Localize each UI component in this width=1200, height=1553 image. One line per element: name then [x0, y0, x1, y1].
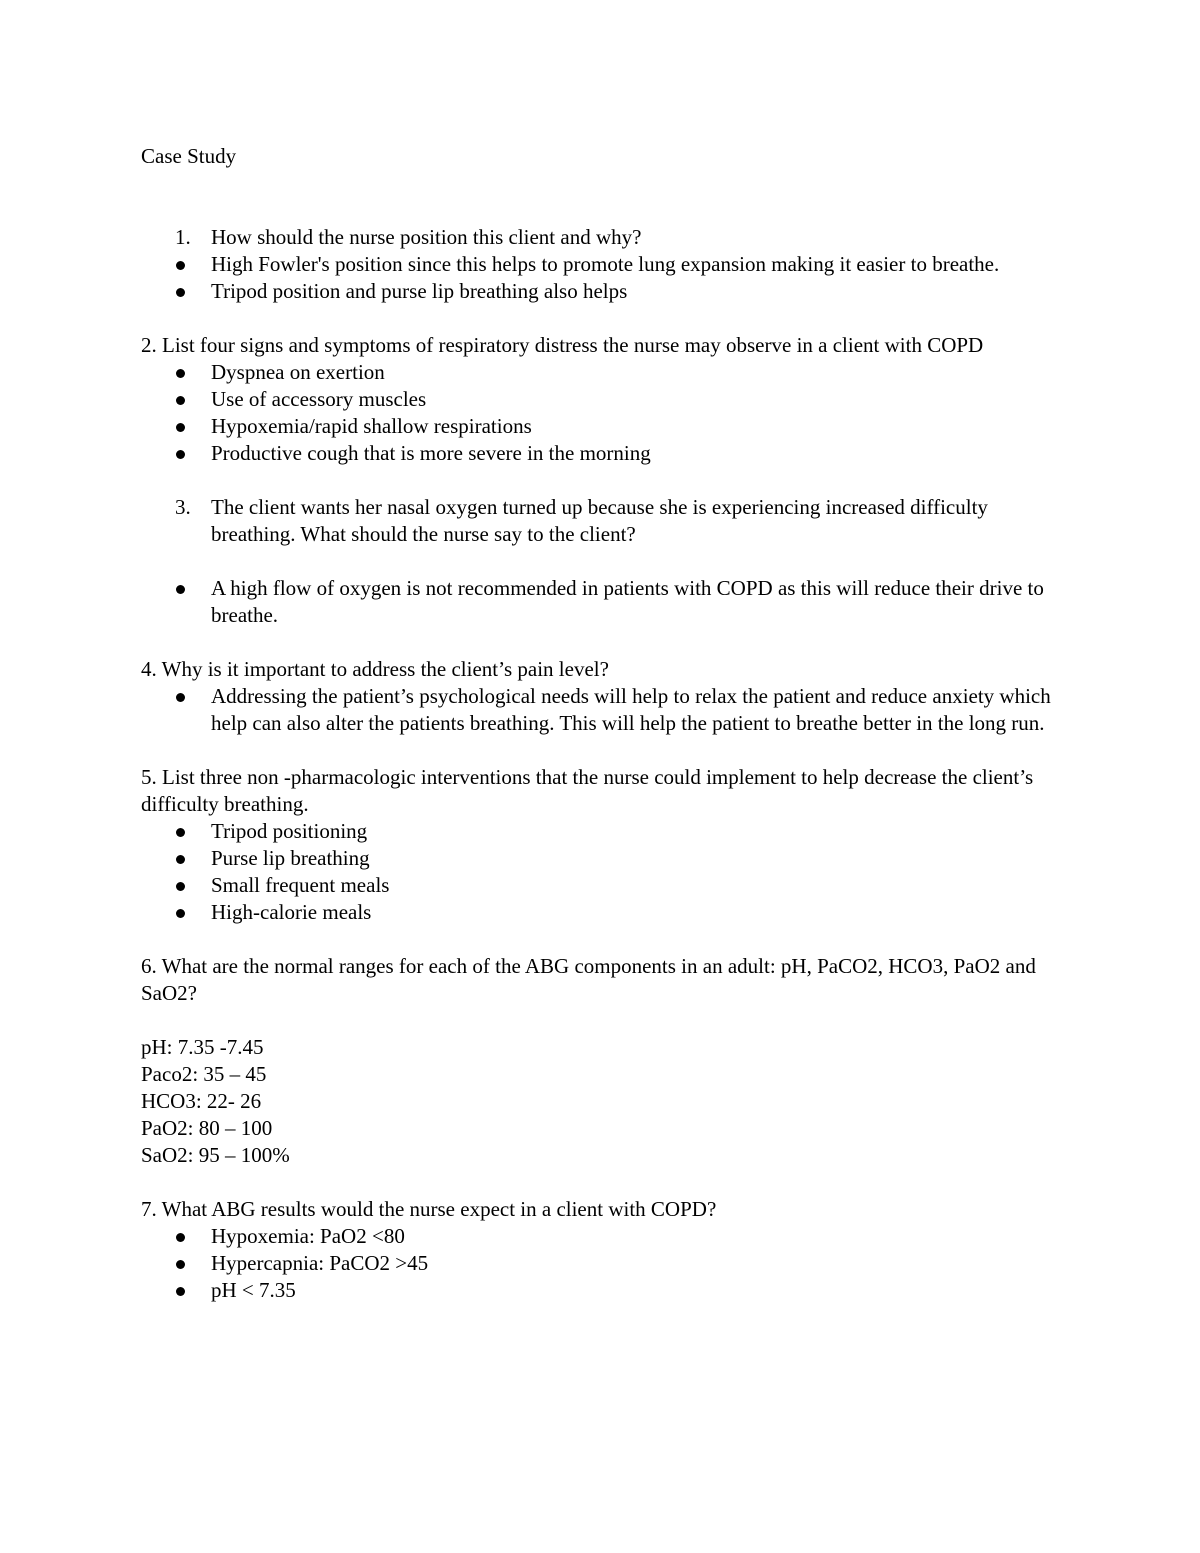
answer-bullet [141, 818, 1051, 845]
answer-text: Use of accessory muscles [211, 387, 427, 411]
answer-bullet [141, 899, 1051, 926]
question-3-text: The client wants her nasal oxygen turned up because she is experiencing increased difficulty breathing. What should the nurse say to the client? [211, 495, 988, 546]
bullet-icon [176, 882, 185, 891]
bullet-icon [176, 693, 185, 702]
question-1 [141, 224, 1051, 251]
question-7-text: 7. What ABG results would the nurse expect in a client with COPD? [141, 1197, 717, 1221]
answer-bullet [141, 359, 1051, 386]
abg-range-paco2: Paco2: 35 – 45 [141, 1062, 267, 1086]
document-content [141, 143, 1051, 1304]
question-5-text: 5. List three non -pharmacologic interventions that the nurse could implement to help decrease the client’s difficulty breathing. [141, 765, 1034, 816]
question-3-number: 3. [175, 495, 191, 519]
question-2-text: 2. List four signs and symptoms of respiratory distress the nurse may observe in a client with COPD [141, 333, 984, 357]
abg-range-sao2: SaO2: 95 – 100% [141, 1143, 290, 1167]
abg-range-pao2: PaO2: 80 – 100 [141, 1116, 273, 1140]
bullet-icon [176, 369, 185, 378]
answer-text: Small frequent meals [211, 873, 390, 897]
bullet-icon [176, 396, 185, 405]
question-3 [141, 494, 1051, 548]
answer-bullet [141, 278, 1051, 305]
answer-text: Addressing the patient’s psychological needs will help to relax the patient and reduce anxiety which help can also alter the patients breathing. This will help the patient to breathe better in the long run. [211, 684, 1051, 735]
question-1-number: 1. [175, 225, 191, 249]
answer-bullet [141, 1277, 1051, 1304]
answer-text: Purse lip breathing [211, 846, 370, 870]
bullet-icon [176, 1233, 185, 1242]
answer-bullet [141, 440, 1051, 467]
answer-bullet [141, 1223, 1051, 1250]
answer-text: Hypoxemia: PaO2 <80 [211, 1224, 405, 1248]
answer-bullet [141, 413, 1051, 440]
bullet-icon [176, 261, 185, 270]
answer-bullet [141, 575, 1051, 629]
abg-range-ph: pH: 7.35 -7.45 [141, 1035, 264, 1059]
question-4-text: 4. Why is it important to address the client’s pain level? [141, 657, 609, 681]
document-title: Case Study [141, 144, 237, 168]
bullet-icon [176, 909, 185, 918]
bullet-icon [176, 585, 185, 594]
bullet-icon [176, 828, 185, 837]
bullet-icon [176, 1287, 185, 1296]
answer-text: pH < 7.35 [211, 1278, 296, 1302]
answer-text: High Fowler's position since this helps to promote lung expansion making it easier to breathe. [211, 252, 1000, 276]
answer-text: Dyspnea on exertion [211, 360, 385, 384]
answer-bullet [141, 683, 1051, 737]
answer-bullet [141, 872, 1051, 899]
answer-bullet [141, 845, 1051, 872]
bullet-icon [176, 288, 185, 297]
answer-text: Productive cough that is more severe in the morning [211, 441, 651, 465]
answer-bullet [141, 251, 1051, 278]
bullet-icon [176, 423, 185, 432]
bullet-icon [176, 1260, 185, 1269]
answer-text: Hypoxemia/rapid shallow respirations [211, 414, 532, 438]
question-1-text: How should the nurse position this client and why? [211, 225, 642, 249]
question-6-text: 6. What are the normal ranges for each of the ABG components in an adult: pH, PaCO2, HCO3, PaO2 and SaO2? [141, 954, 1036, 1005]
answer-text: Hypercapnia: PaCO2 >45 [211, 1251, 429, 1275]
answer-text: High-calorie meals [211, 900, 372, 924]
answer-bullet [141, 1250, 1051, 1277]
answer-text: A high flow of oxygen is not recommended in patients with COPD as this will reduce their drive to breathe. [211, 576, 1044, 627]
bullet-icon [176, 855, 185, 864]
answer-text: Tripod position and purse lip breathing also helps [211, 279, 628, 303]
answer-text: Tripod positioning [211, 819, 368, 843]
bullet-icon [176, 450, 185, 459]
abg-range-hco3: HCO3: 22- 26 [141, 1089, 262, 1113]
answer-bullet [141, 386, 1051, 413]
